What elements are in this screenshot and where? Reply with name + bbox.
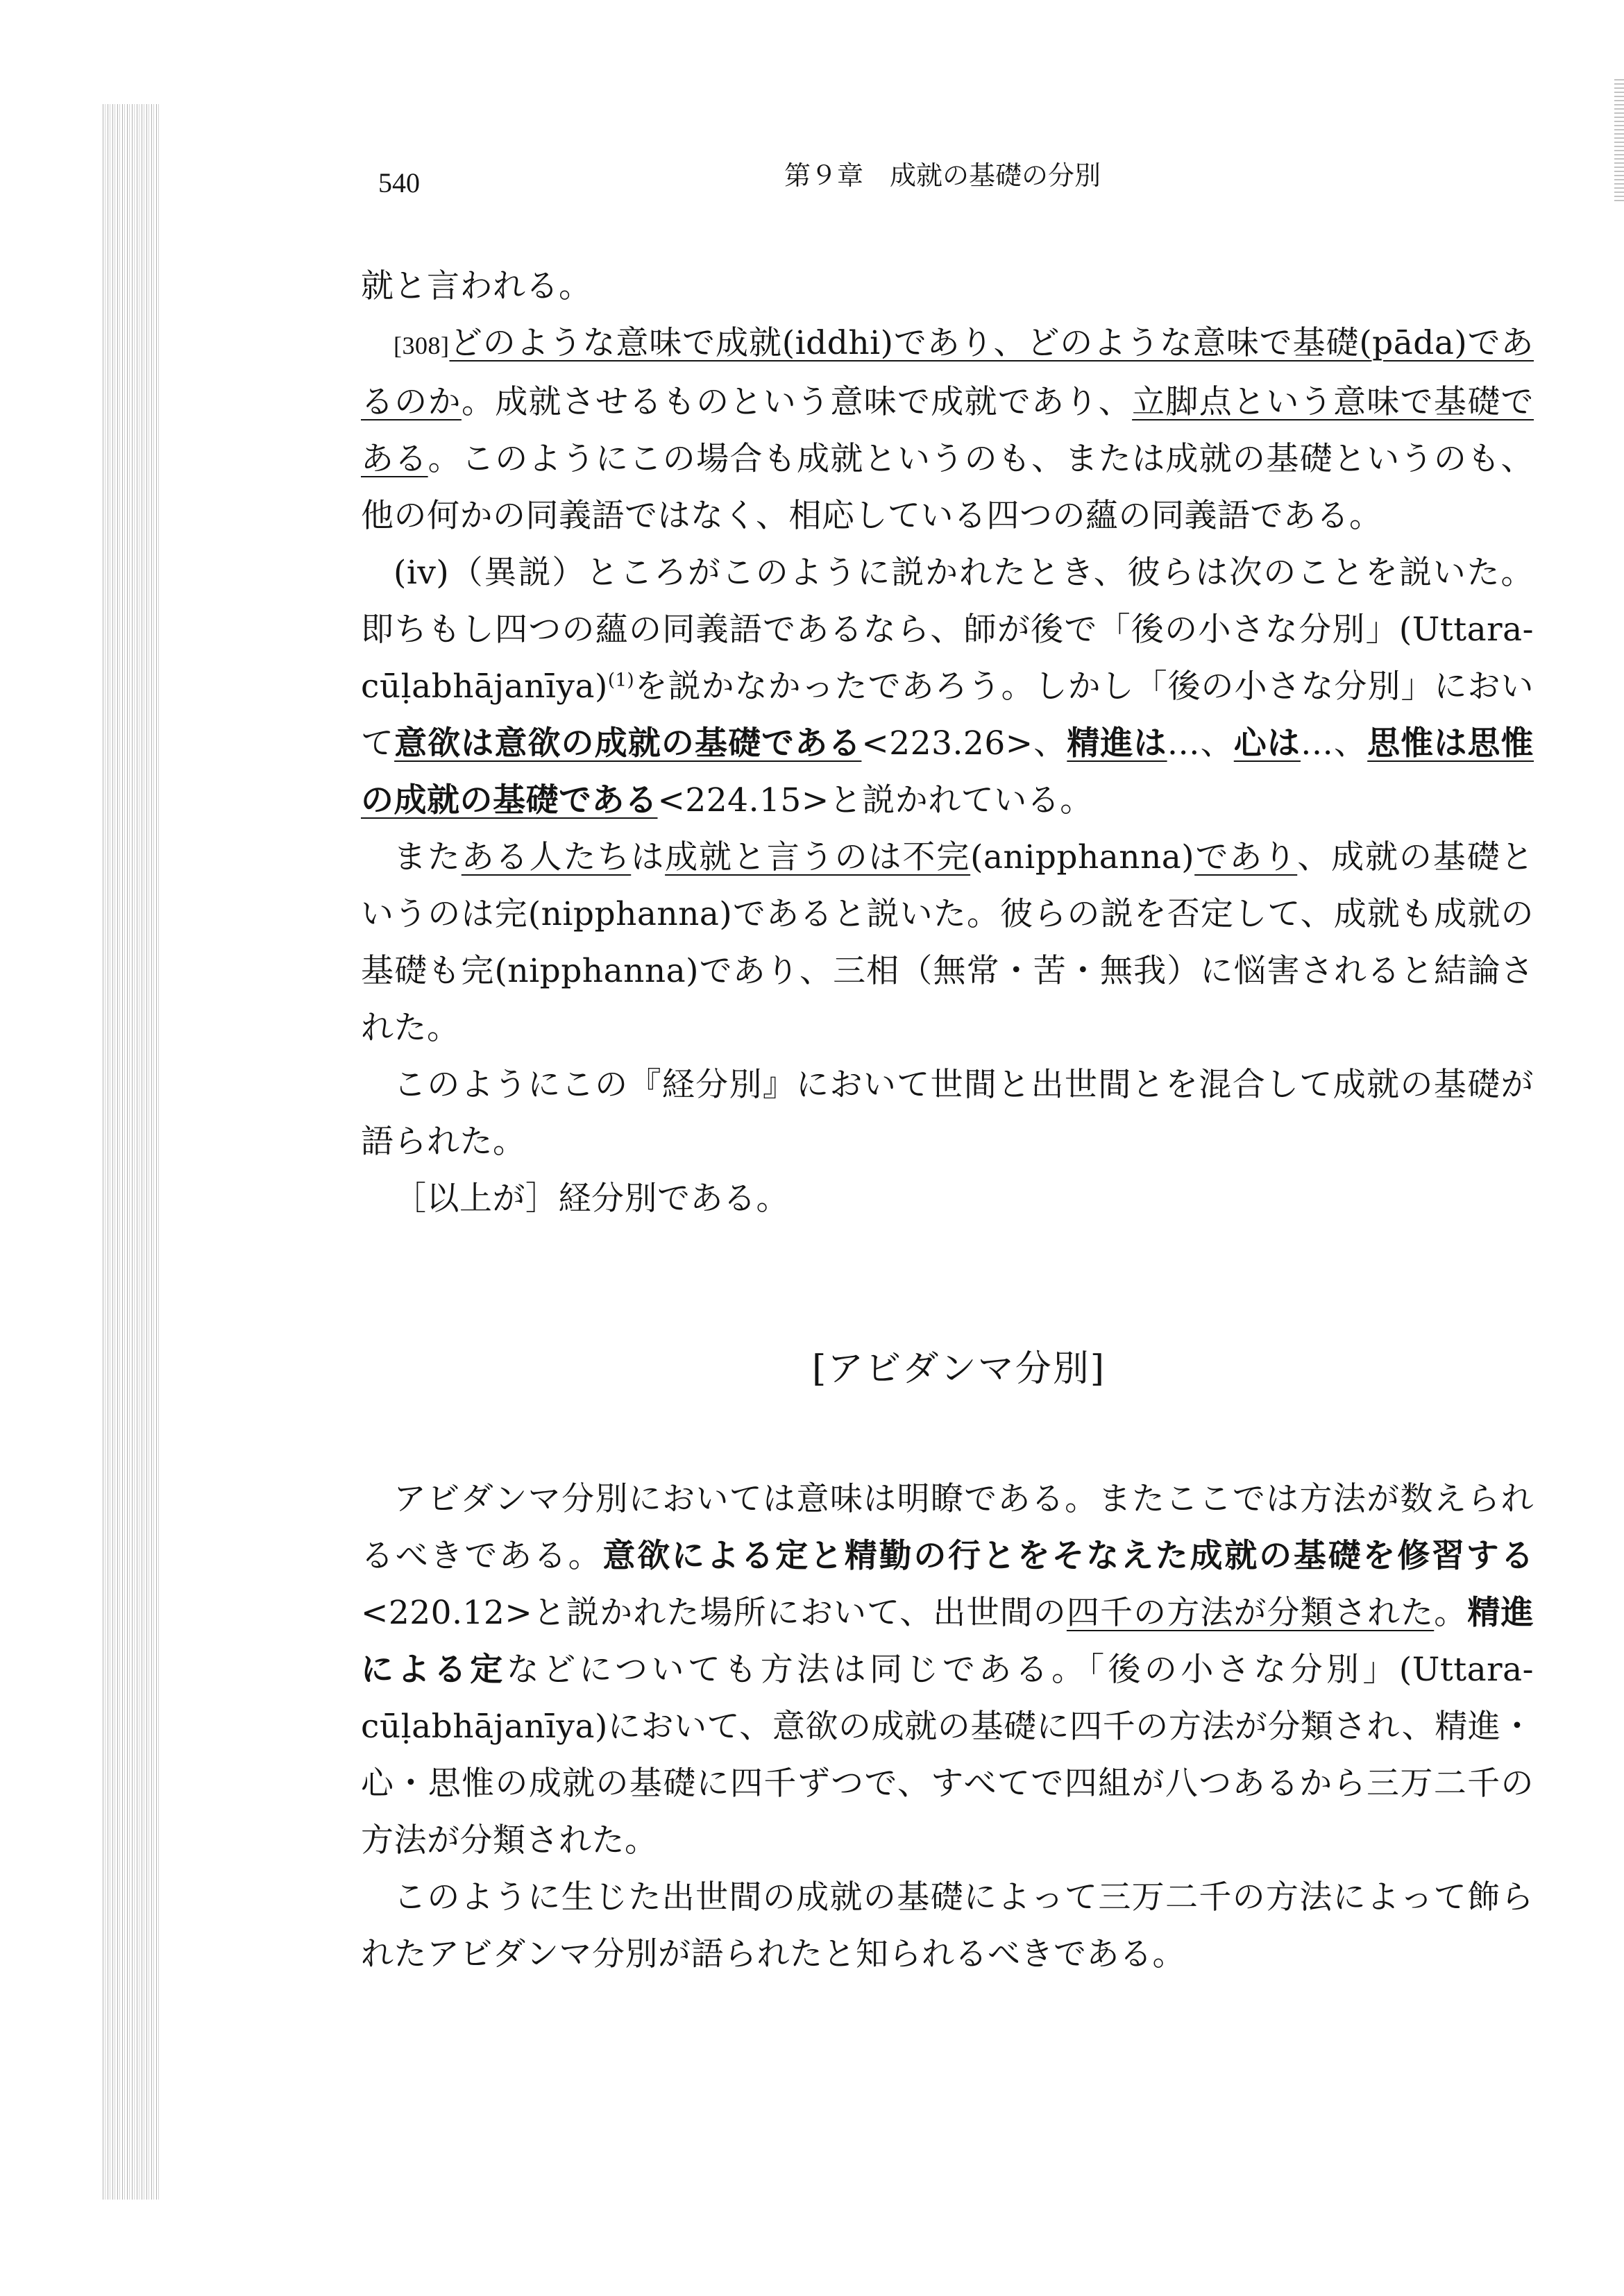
paragraph-308 (361, 315, 1534, 545)
footnote-marker: (1) (607, 670, 635, 691)
underlined-phrase: 四千の方法が分類された (1066, 1594, 1435, 1632)
text: 。成就させるものという意味で成就であり、 (461, 383, 1133, 421)
text: …、 (1167, 724, 1234, 763)
paragraph-abhidhamma (361, 1471, 1534, 1869)
paragraph-final (361, 1869, 1534, 1983)
text: などについても方法は同じである。「後の小さな分別」(Uttara-cūḷabhājanīya)において、意欲の成就の基礎に四千の方法が分類され、精進・心・思惟の成就の基礎に四千ずつで、すべてで四組が八つあるから三万二千の方法が分類された。 (361, 1651, 1534, 1860)
text: このようにこの『経分別』において世間と出世間とを混合して成就の基礎が語られた。 (361, 1066, 1534, 1161)
text: 。 (1434, 1594, 1468, 1632)
underlined-phrase: であり (1194, 838, 1298, 876)
bold-quote: 精進は (1067, 724, 1167, 763)
reference: <220.12>と説かれた場所において、出世間の (361, 1594, 1067, 1632)
paragraph-others-view (361, 829, 1534, 1057)
underlined-phrase: 立脚点という意味で基礎である (361, 383, 1534, 478)
bold-quote: 思惟は思惟の成就の基礎である (361, 724, 1534, 819)
text-block-sutta (361, 258, 1534, 1227)
scan-edge-right (1614, 76, 1624, 201)
text: は (631, 838, 666, 876)
text: (iv)（異説）ところがこのように説かれたとき、彼らは次のことを説いた。即ちもし四つの蘊の同義語であるなら、師が後で「後の小さな分別」(Uttara-cūḷabhājanīya) (361, 554, 1534, 706)
underlined-question: どのような意味で成就(iddhi)であり、どのような意味で基礎(pāda)であるのか (361, 324, 1534, 421)
paragraph-continuation (361, 258, 1534, 315)
text: 就と言われる。 (361, 267, 592, 305)
text: 。このようにこの場合も成就というのも、または成就の基礎というのも、他の何かの同義語ではなく、相応している四つの蘊の同義語である。 (361, 440, 1534, 535)
bold-quote: 意欲は意欲の成就の基礎である (394, 724, 862, 763)
bold-quote: 精進による定 (361, 1594, 1534, 1689)
reference: <224.15>と説かれている。 (657, 781, 1093, 819)
running-head: 第９章 成就の基礎の分別 (784, 160, 1101, 191)
text: を説かなかったであろう。しかし「後の小さな分別」において (361, 667, 1534, 763)
bold-quote: 意欲による定と精勤の行とをそなえた成就の基礎を修習する (602, 1537, 1534, 1575)
paragraph-marker: [308] (394, 332, 450, 359)
page-number: 540 (378, 167, 420, 198)
text: ［以上が］経分別である。 (394, 1180, 789, 1218)
text-block-abhidhamma (361, 1471, 1534, 1983)
text: …、 (1300, 724, 1368, 763)
scan-margin-shadow (103, 104, 160, 2200)
paragraph-iv (361, 545, 1534, 829)
bold-quote: 心は (1233, 724, 1301, 763)
underlined-phrase: ある人たち (461, 838, 632, 876)
reference: <223.26>、 (861, 724, 1067, 763)
underlined-phrase: 成就と言うのは不完 (665, 838, 971, 876)
paragraph-summary (361, 1057, 1534, 1171)
text: このように生じた出世間の成就の基礎によって三万二千の方法によって飾られたアビダンマ分別が語られたと知られるべきである。 (361, 1878, 1534, 1973)
section-heading: [アビダンマ分別] (812, 1348, 1106, 1390)
text: 、成就の基礎というのは完(nipphanna)であると説いた。彼らの説を否定して、成就も成就の基礎も完(nipphanna)であり、三相（無常・苦・無我）に悩害されると結論された。 (361, 838, 1534, 1047)
text: (anipphanna) (970, 838, 1195, 876)
text: また (394, 838, 462, 876)
text: アビダンマ分別においては意味は明瞭である。またここでは方法が数えられるべきである。 (361, 1480, 1534, 1575)
paragraph-conclusion (361, 1171, 1534, 1227)
